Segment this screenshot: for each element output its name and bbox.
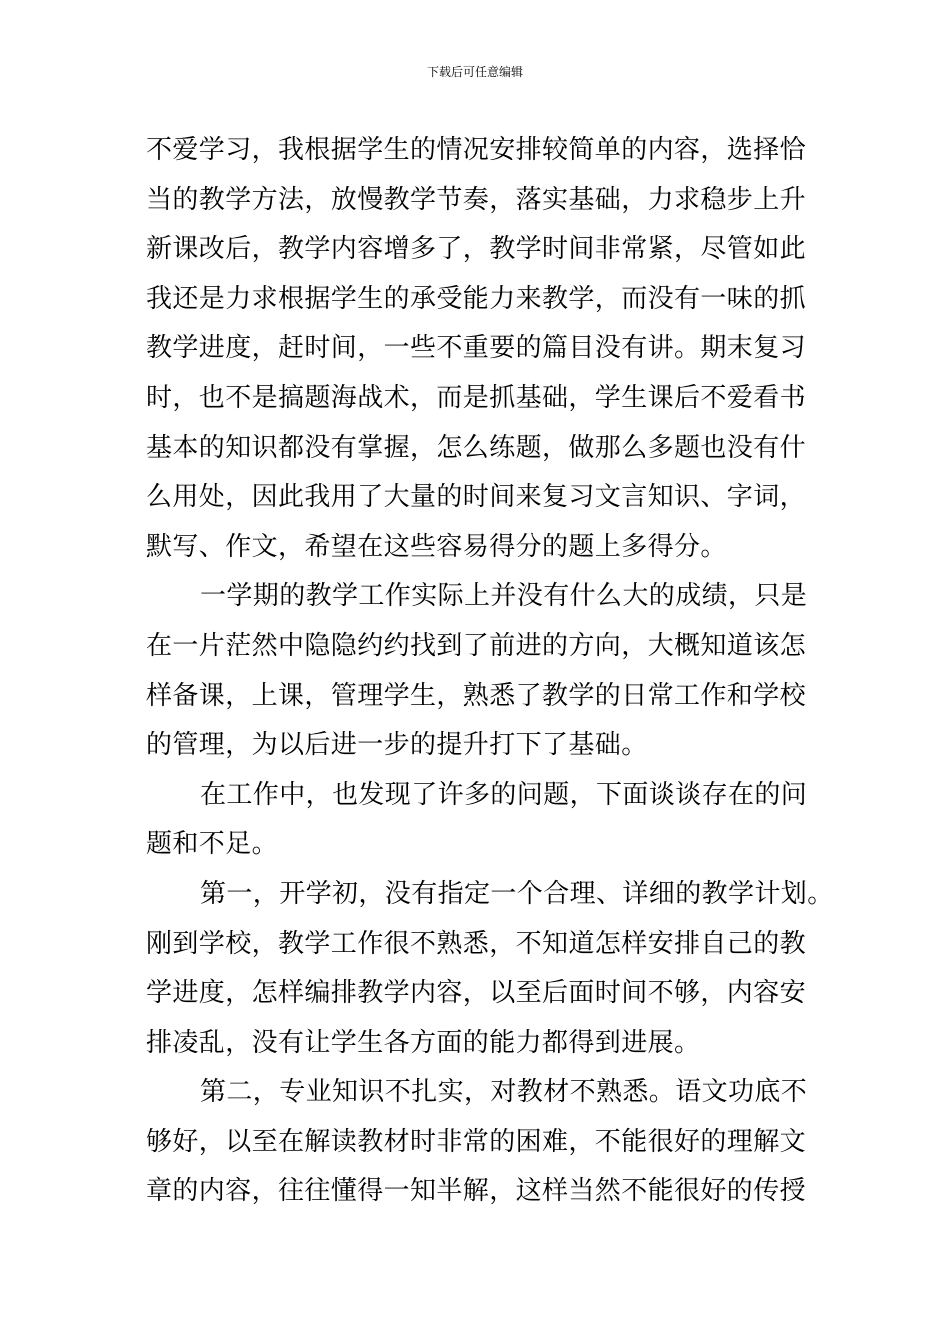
- text-line: 么用处，因此我用了大量的时间来复习文言知识、字词，: [146, 482, 807, 513]
- text-line: 第一，开学初，没有指定一个合理、详细的教学计划。: [200, 878, 834, 909]
- text-line: 排凌乱，没有让学生各方面的能力都得到进展。: [146, 1027, 701, 1058]
- text-line: 够好，以至在解读教材时非常的困难，不能很好的理解文: [146, 1126, 807, 1157]
- text-line: 题和不足。: [146, 829, 279, 860]
- text-line: 在工作中，也发现了许多的问题，下面谈谈存在的问: [200, 779, 808, 810]
- text-line: 学进度，怎样编排教学内容，以至后面时间不够，内容安: [146, 978, 807, 1009]
- text-line: 时，也不是搞题海战术，而是抓基础，学生课后不爱看书: [146, 382, 807, 413]
- text-line: 在一片茫然中隐隐约约找到了前进的方向，大概知道该怎: [146, 630, 807, 661]
- text-line: 刚到学校，教学工作很不熟悉，不知道怎样安排自己的教: [146, 928, 807, 959]
- text-line: 基本的知识都没有掌握，怎么练题，做那么多题也没有什: [146, 432, 807, 463]
- page-header: 下载后可任意编辑: [426, 65, 523, 79]
- text-line: 章的内容，往往懂得一知半解，这样当然不能很好的传授: [146, 1176, 807, 1207]
- text-line: 样备课，上课，管理学生，熟悉了教学的日常工作和学校: [146, 680, 807, 711]
- text-line: 一学期的教学工作实际上并没有什么大的成绩，只是: [200, 581, 808, 612]
- text-line: 教学进度，赶时间，一些不重要的篇目没有讲。期末复习: [146, 333, 807, 364]
- text-line: 我还是力求根据学生的承受能力来教学，而没有一味的抓: [146, 283, 807, 314]
- text-line: 默写、作文，希望在这些容易得分的题上多得分。: [146, 531, 727, 562]
- text-line: 当的教学方法，放慢教学节奏，落实基础，力求稳步上升: [146, 184, 807, 215]
- text-line: 的管理，为以后进一步的提升打下了基础。: [146, 730, 648, 761]
- text-line: 新课改后，教学内容增多了，教学时间非常紧，尽管如此: [146, 234, 807, 265]
- document-body: [146, 126, 834, 1217]
- text-line: 不爱学习，我根据学生的情况安排较简单的内容，选择恰: [146, 135, 807, 165]
- text-line: 第二，专业知识不扎实，对教材不熟悉。语文功底不: [200, 1077, 808, 1108]
